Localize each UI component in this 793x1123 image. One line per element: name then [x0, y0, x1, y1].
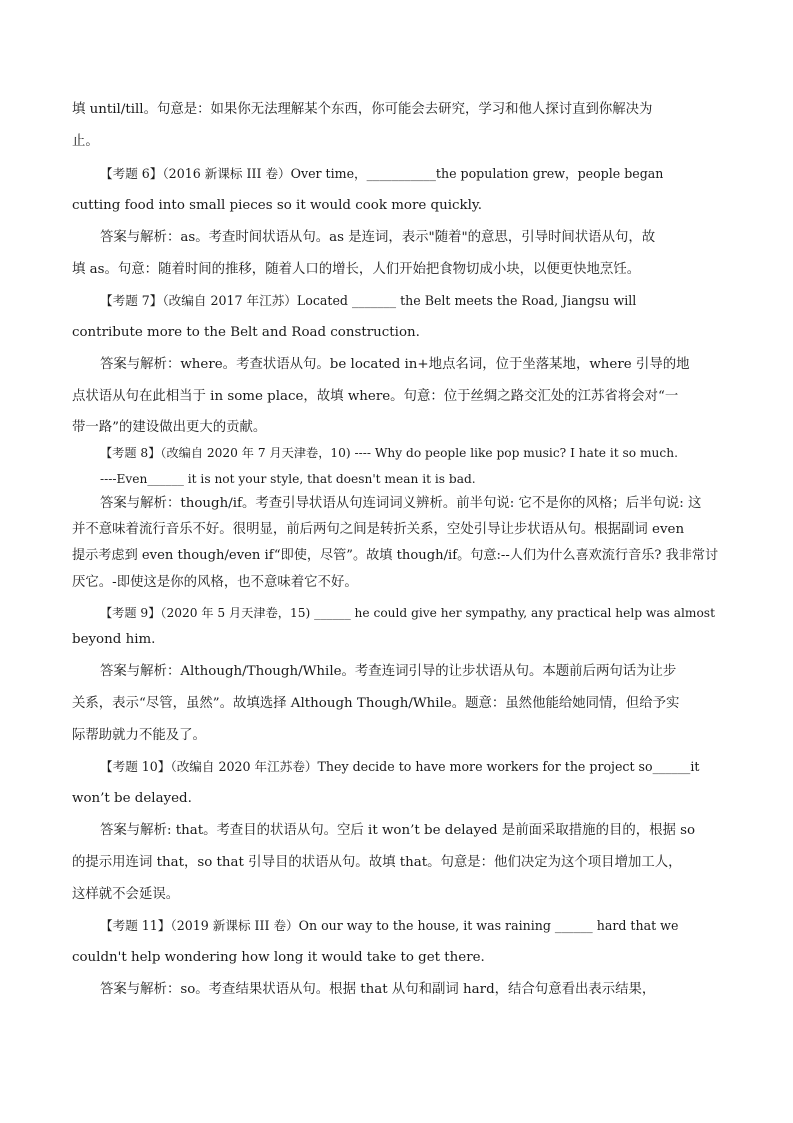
text-line: 提示考虑到 even though/even if“即使，尽管”。故填 though/if。句意:--人们为什么喜欢流行音乐? 我非常讨 — [72, 548, 719, 563]
text-line: 填 until/till。句意是：如果你无法理解某个东西，你可能会去研究，学习和他人探讨直到你解决为 — [72, 102, 653, 117]
question-7-heading: 【考题 7】（改编自 2017 年江苏）Located _______ the Belt meets the Road, Jiangsu will — [100, 293, 637, 308]
answer-11: 答案与解析：so。考查结果状语从句。根据 that 从句和副词 hard，结合句意看出表示结果， — [100, 982, 656, 997]
text-line: contribute more to the Belt and Road construction. — [72, 325, 420, 340]
question-8-heading: 【考题 8】（改编自 2020 年 7 月天津卷，10) ---- Why do people like pop music? I hate it so much. — [100, 446, 678, 460]
text-line: 止。 — [72, 134, 99, 149]
text-line: 的提示用连词 that，so that 引导目的状语从句。故填 that。句意是：他们决定为这个项目增加工人， — [72, 855, 682, 870]
answer-9: 答案与解析：Although/Though/While。考查连词引导的让步状语从句。本题前后两句话为让步 — [100, 664, 677, 679]
text-line: won’t be delayed. — [72, 791, 192, 806]
text-line: couldn't help wondering how long it would take to get there. — [72, 950, 485, 965]
question-9-heading: 【考题 9】（2020 年 5 月天津卷，15) ______ he could give her sympathy, any practical help was almost — [100, 606, 715, 620]
text-line: 际帮助就力不能及了。 — [72, 728, 206, 743]
question-11-heading: 【考题 11】（2019 新课标 III 卷）On our way to the house, it was raining ______ hard that we — [100, 918, 679, 933]
text-line: 关系，表示“尽管，虽然”。故填选择 Although Though/While。题意：虽然他能给她同情，但给予实 — [72, 696, 680, 711]
answer-8: 答案与解析：though/if。考查引导状语从句连词词义辨析。前半句说: 它不是你的风格；后半句说: 这 — [100, 496, 702, 511]
question-10-heading: 【考题 10】（改编自 2020 年江苏卷）They decide to have more workers for the project so______it — [100, 759, 700, 774]
text-line: 带一路”的建设做出更大的贡献。 — [72, 420, 267, 435]
text-line: ----Even______ it is not your style, that doesn't mean it is bad. — [100, 472, 476, 486]
text-line: 这样就不会延误。 — [72, 887, 180, 902]
text-line: 点状语从句在此相当于 in some place，故填 where。句意：位于丝绸之路交汇处的江苏省将会对“一 — [72, 389, 679, 404]
text-line: 厌它。-即使这是你的风格，也不意味着它不好。 — [72, 575, 358, 590]
text-line: 填 as。句意：随着时间的推移，随着人口的增长，人们开始把食物切成小块，以便更快地烹饪。 — [72, 262, 641, 277]
answer-10: 答案与解析: that。考查目的状语从句。空后 it won’t be delayed 是前面采取措施的目的，根据 so — [100, 823, 696, 838]
text-line: beyond him. — [72, 632, 156, 647]
text-line: 并不意味着流行音乐不好。很明显，前后两句之间是转折关系，空处引导让步状语从句。根据副词 even — [72, 522, 685, 537]
question-6-heading: 【考题 6】（2016 新课标 III 卷）Over time，___________the population grew，people began — [100, 166, 664, 181]
text-line: cutting food into small pieces so it would cook more quickly. — [72, 198, 482, 213]
answer-7: 答案与解析：where。考查状语从句。be located in+地点名词，位于坐落某地，where 引导的地 — [100, 357, 690, 372]
answer-6: 答案与解析：as。考查时间状语从句。as 是连词，表示"随着"的意思，引导时间状语从句，故 — [100, 230, 656, 245]
